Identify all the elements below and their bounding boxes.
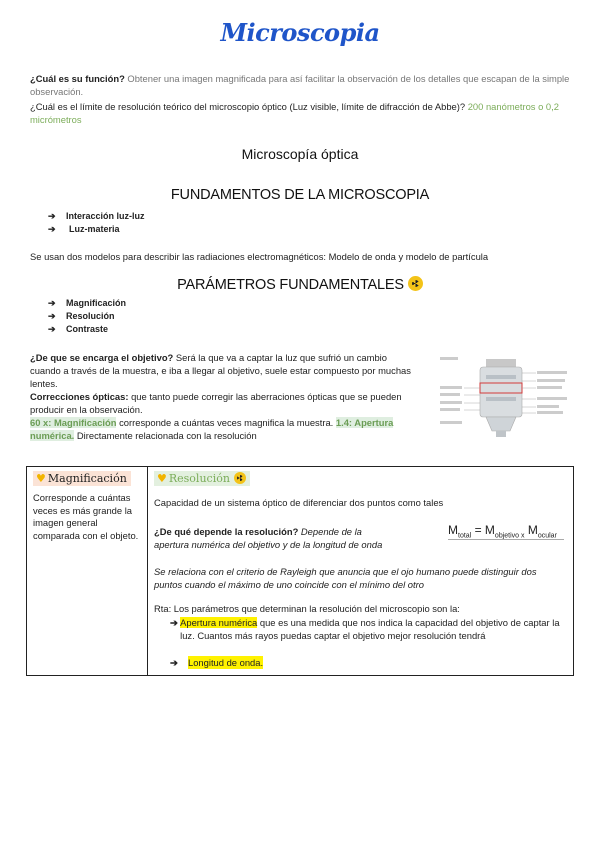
arrow-icon: ➔ — [170, 617, 178, 628]
arrow-icon: ➔ — [48, 324, 56, 334]
section-parametros: PARÁMETROS FUNDAMENTALES — [0, 276, 600, 293]
fundamentos-list — [48, 210, 145, 236]
modelos-text: Se usan dos modelos para describir las radiaciones electromagnéticos: Modelo de onda y modelo de partícula — [30, 251, 489, 262]
list-item: ➔ Resolución — [48, 311, 115, 321]
list-item: ➔ Apertura numérica que es una medida que nos indica la capacidad del objetivo de captar la luz. Cuantos más rayos puedas captar el objetivo mejor resolución tendrá — [170, 617, 560, 641]
list-item: ➔ Interacción luz-luz — [48, 211, 145, 221]
heart-icon: ♥ — [36, 472, 46, 485]
limit-q: ¿Cuál es el límite de resolución teórico del microscopio óptico (Luz visible, límite de difracción de Abbe)? — [30, 101, 466, 112]
rayleigh-text: Se relaciona con el criterio de Rayleigh que anuncia que el ojo humano puede distinguir dos puntos cuando el máximo de uno coincide con el mínimo del otro — [154, 566, 537, 590]
capacidad-text: Capacidad de un sistema óptico de diferenciar dos puntos como tales — [154, 497, 444, 508]
resolucion-title: ♥ Resolución — [154, 471, 250, 486]
radiation-icon — [234, 472, 246, 484]
magnificacion-cell — [27, 467, 148, 676]
list-item: ➔ Longitud de onda. — [170, 657, 264, 668]
function-question — [30, 72, 570, 98]
arrow-icon: ➔ — [48, 224, 56, 234]
objective-lens-diagram — [440, 355, 580, 445]
resolucion-cell — [148, 467, 574, 676]
list-item: ➔ Magnificación — [48, 298, 127, 308]
section-fundamentos: FUNDAMENTOS DE LA MICROSCOPIA — [170, 187, 430, 203]
page-title: Microscopia — [220, 18, 380, 47]
arrow-icon: ➔ — [48, 298, 56, 308]
rta-text: Rta: Los parámetros que determinan la resolución del microscopio son la: — [154, 603, 460, 614]
heart-icon: ♥ — [157, 472, 167, 485]
arrow-icon: ➔ — [48, 211, 56, 221]
resolution-limit-question — [30, 100, 570, 126]
magnificacion-text: Corresponde a cuántas veces es más grande la imagen general comparada con el objeto. — [33, 492, 139, 541]
radiation-icon — [408, 276, 423, 291]
arrow-icon: ➔ — [48, 311, 56, 321]
list-item: ➔ Luz-materia — [48, 224, 120, 234]
function-q: ¿Cuál es su función? — [30, 73, 125, 84]
dependencia-text: ¿De qué depende la resolución? Depende de la apertura numérica del objetivo y de la longitud de onda — [154, 526, 383, 550]
function-a: Obtener una imagen magnificada para así facilitar la observación de los detalles que escapan de la simple observación. — [30, 73, 570, 97]
objetivo-text: ¿De que se encarga el objetivo? Será la que va a captar la luz que sufrió un cambio cuando a través de la muestra, e iba a llegar al objetivo, suele estar compuesto por muchas lentes. Correcciones ópticas: que tanto puede corregir las aberraciones ópticas que se pueden producir en la observación. 60 x: Magnificación corresponde a cuántas veces magnifica la muestra. 1.4: Apertura numérica. Directamente relacionada con la resolución — [30, 352, 411, 441]
list-item: ➔ Contraste — [48, 324, 109, 334]
arrow-icon: ➔ — [170, 657, 178, 668]
magnification-formula: $M_{total} = M_{objetivo x}$ $M_{ocular}$ — [448, 523, 564, 540]
section-optica: Microscopía óptica — [241, 146, 359, 162]
parameters-table — [26, 466, 574, 676]
parametros-list — [48, 297, 126, 336]
magnificacion-title: ♥ Magnificación — [33, 471, 131, 486]
limit-a: 200 nanómetros o 0,2 micrómetros — [30, 101, 559, 125]
